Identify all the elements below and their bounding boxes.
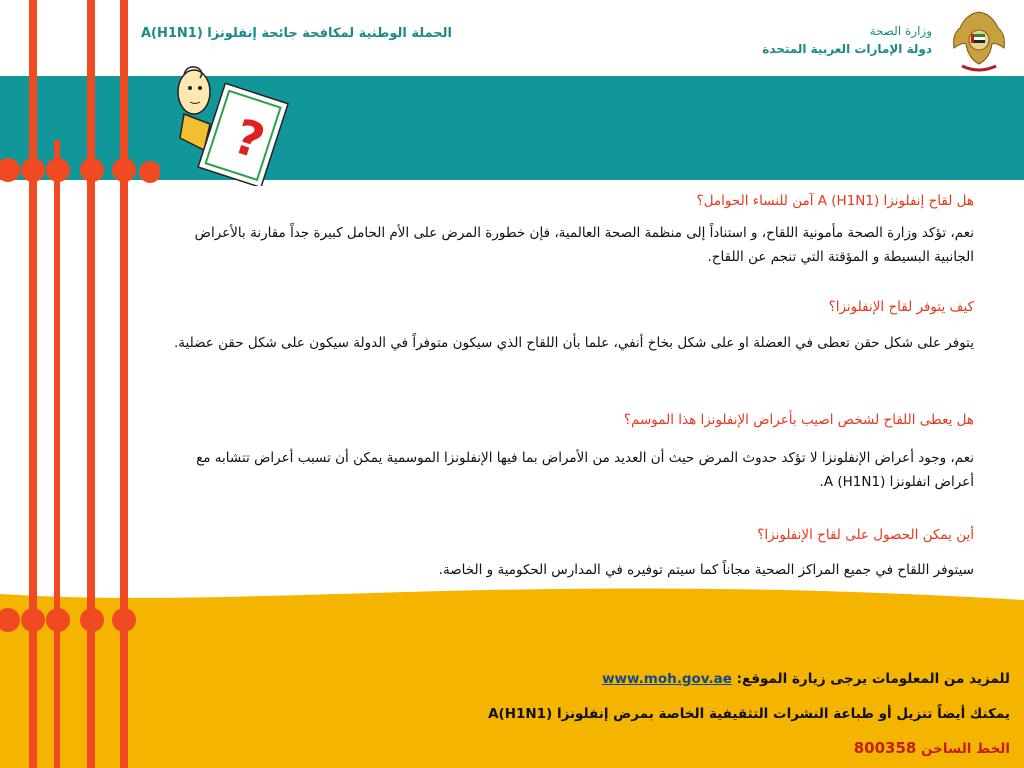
hotline-label: الخط الساخن: [921, 741, 1010, 757]
footer-download-text: يمكنك أيضاً تنزيل أو طباعة النشرات التثقيفية الخاصة بمرض إنفلونزا (A(H1N1: [488, 706, 1010, 722]
faq-answer-4: سيتوفر اللقاح في جميع المراكز الصحية مجاناً كما سيتم توفيره في المدارس الحكومية و الخاصة.: [438, 562, 974, 578]
faq-question-2: كيف يتوفر لقاح الإنفلونزا؟: [828, 299, 974, 315]
ministry-name: وزارة الصحة: [869, 24, 932, 38]
faq-question-4: أين يمكن الحصول على لقاح الإنفلونزا؟: [757, 527, 974, 543]
more-info-label: للمزيد من المعلومات يرجى زيارة الموقع:: [736, 671, 1010, 687]
svg-text:?: ?: [227, 108, 271, 171]
decorative-lines-and-dots: [0, 0, 160, 768]
footer-more-info: [602, 671, 1010, 687]
question-mark-figure-icon: [170, 58, 290, 186]
faq-question-3: هل يعطى اللقاح لشخص اصيب بأعراض الإنفلونزا هذا الموسم؟: [623, 412, 974, 428]
hotline-number: 800358: [853, 739, 917, 757]
faq-answer-1: نعم، تؤكد وزارة الصحة مأمونية اللقاح، و استناداً إلى منظمة الصحة العالمية، فإن خطورة المرض على الأم الحامل كبيرة جداً مقارنة بالأعراض الجانبية البسيطة و المؤقتة التي تنجم عن اللقاح.: [194, 225, 974, 265]
footer-hotline: [854, 739, 1010, 757]
campaign-title: الحملة الوطنية لمكافحة جائحة إنفلونزا (A(H1N1: [140, 26, 452, 41]
website-link[interactable]: www.moh.gov.ae: [602, 671, 732, 687]
country-name: دولة الإمارات العربية المتحدة: [762, 42, 932, 56]
faq-answer-2: يتوفر على شكل حقن تعطى في العضلة او على شكل بخاخ أنفي، علما بأن اللقاح الذي سيكون متوفراً في الدولة سيكون على شكل حقن عضلية.: [174, 335, 974, 351]
national-emblem-icon: [946, 4, 1012, 74]
faq-question-1: هل لقاح إنفلونزا (A (H1N1 آمن للنساء الحوامل؟: [696, 193, 974, 209]
faq-answer-3: نعم، وجود أعراض الإنفلونزا لا تؤكد حدوث المرض حيث أن العديد من الأمراض بما فيها الإنفلونزا الموسمية يمكن أن تسبب أعراض تتشابه مع أعراض انفلونزا (A (H1N1.: [196, 450, 974, 490]
